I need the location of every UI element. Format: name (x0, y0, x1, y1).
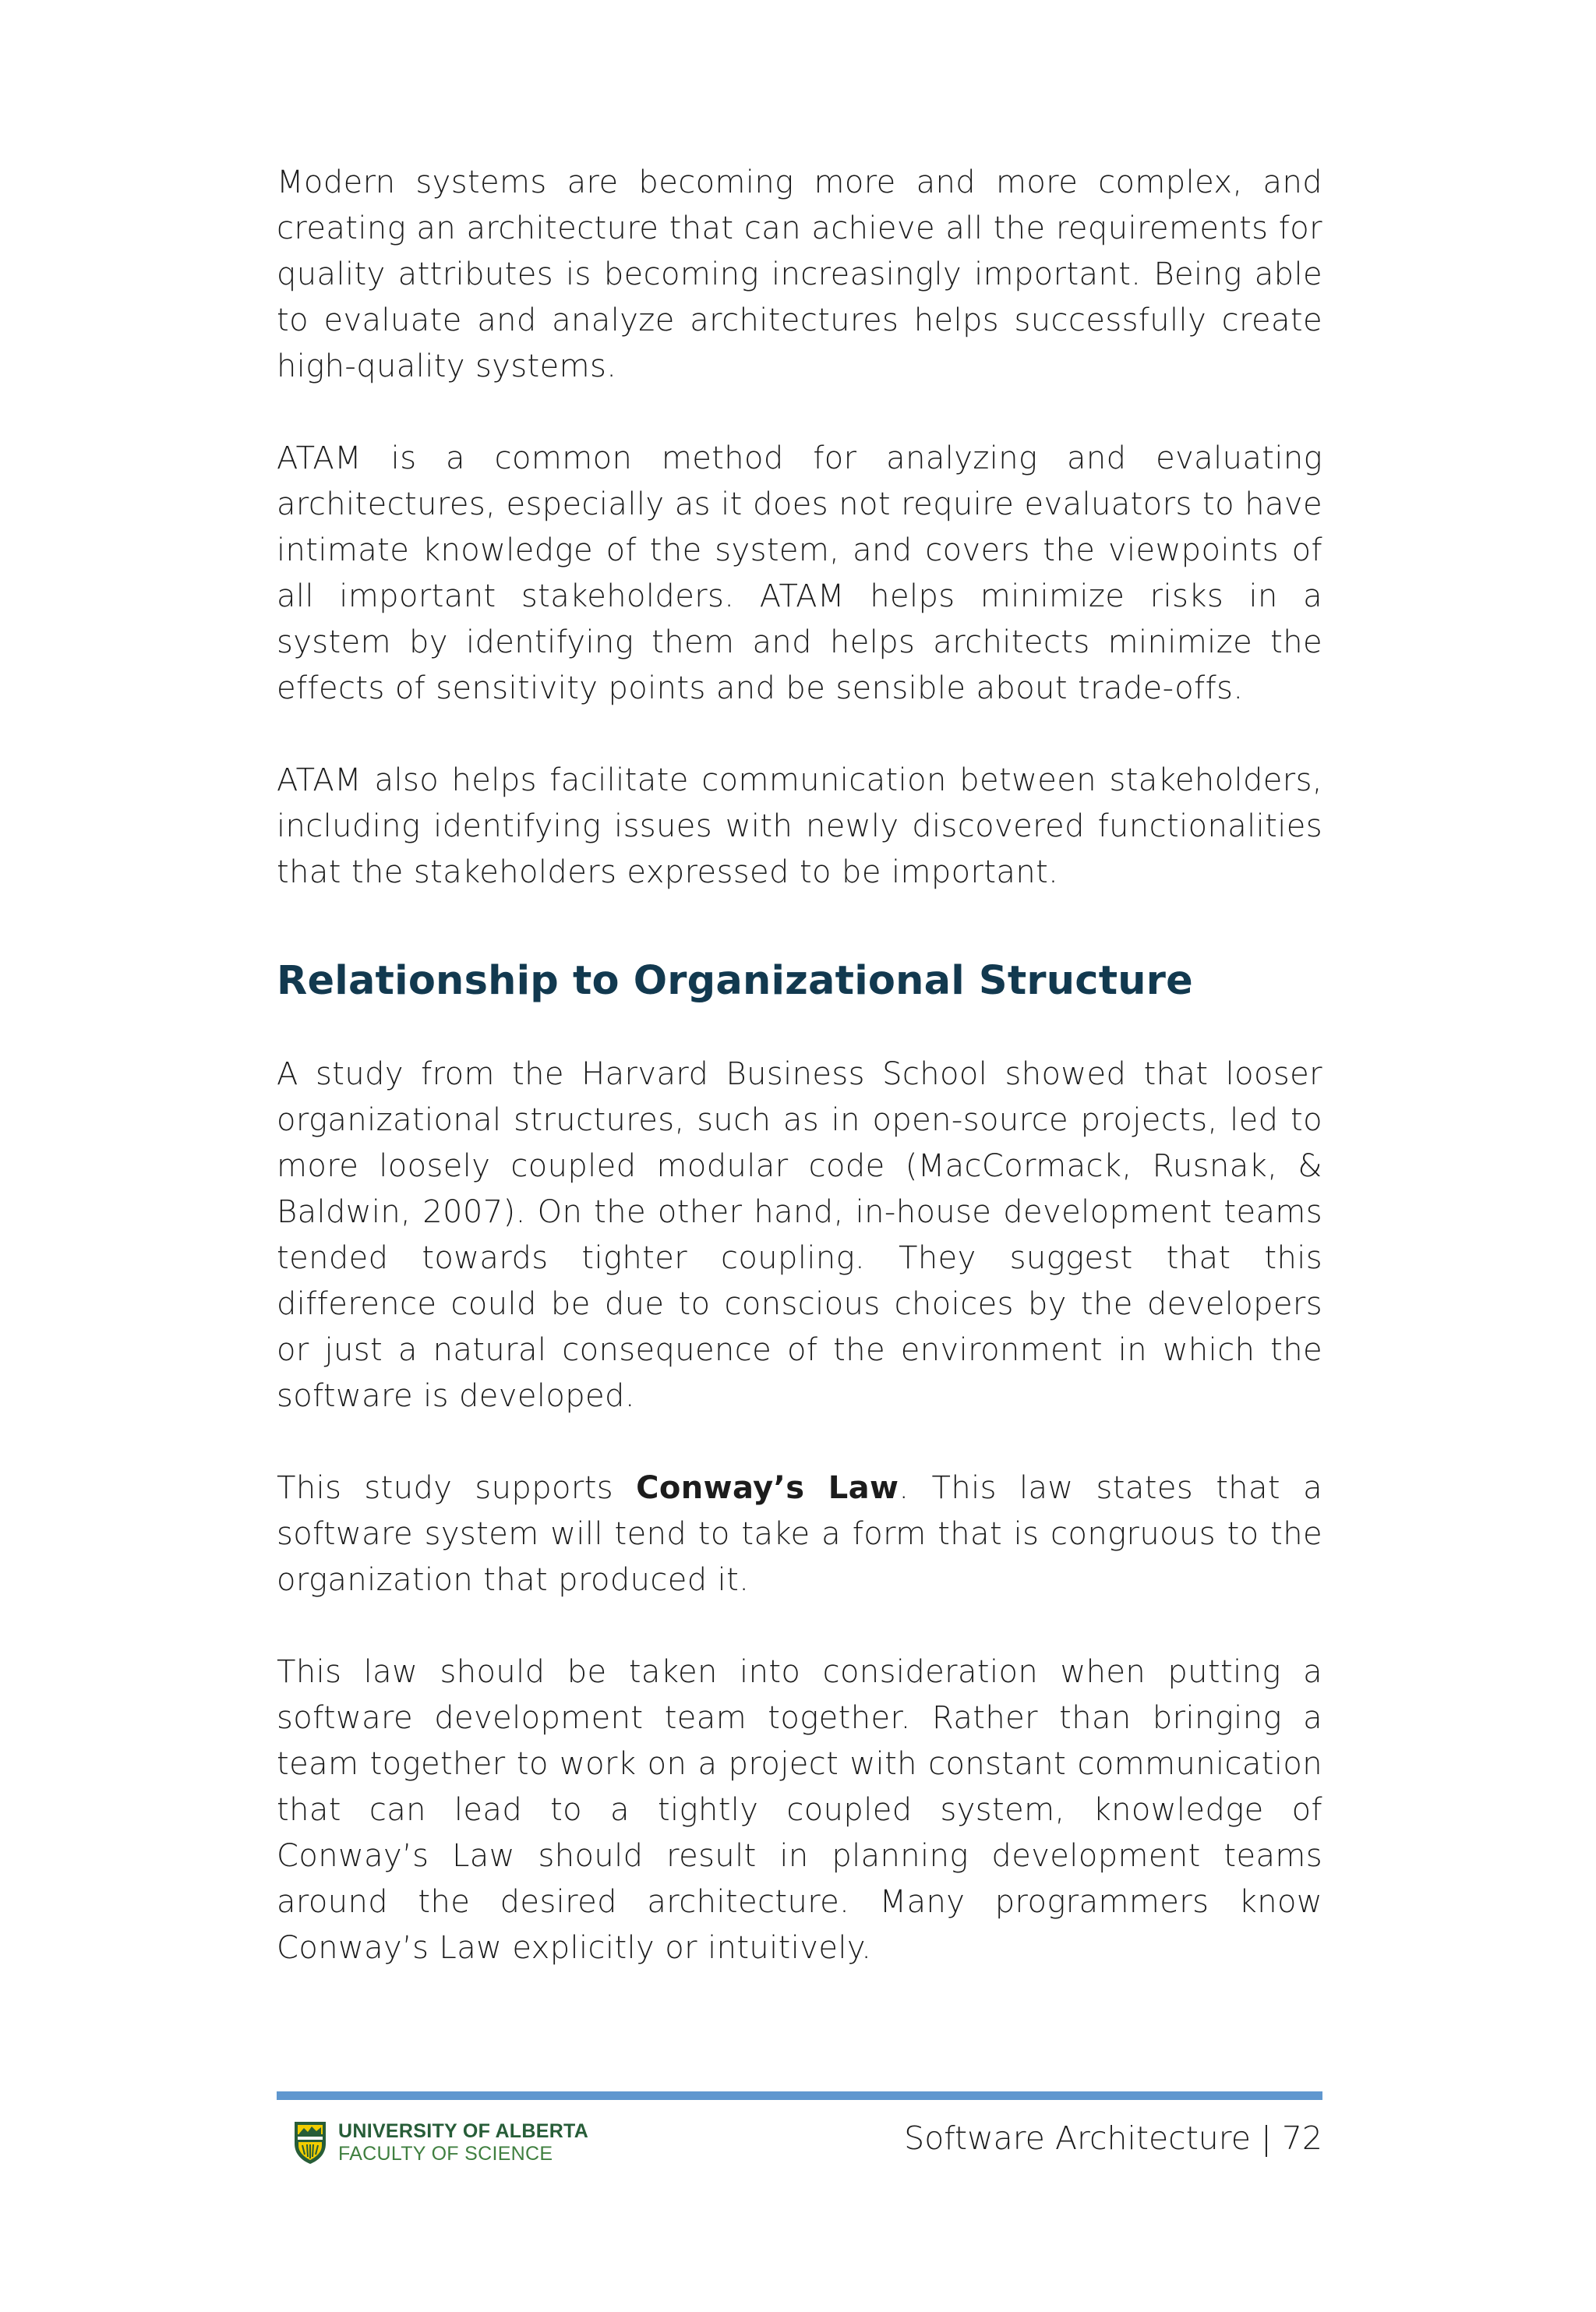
body-paragraph: Modern systems are becoming more and more complex, and creating an architecture that can achieve all the requirements for quality attributes is becoming increasingly important. Being able to evaluate and analyze architectures helps successfully create high-quality systems. (277, 164, 1322, 384)
crest-icon (293, 2120, 327, 2165)
section-heading: Relationship to Organizational Structure (277, 958, 1193, 1004)
body-paragraph: A study from the Harvard Business School showed that looser organizational structures, such as in open-source projects, led to more loosely coupled modular code (MacCormack, Rusnak, & Baldwin, 2007). On the other hand, in-house development teams tended towards tighter coupling. They suggest that this difference could be due to conscious choices by the developers or just a natural consequence of the environment in which the software is developed. (277, 1056, 1322, 1414)
body-paragraph: This law should be taken into consideration when putting a software development team together. Rather than bringing a team together to work on a project with constant communication that can lead to a tightly coupled system, knowledge of Conway’s Law should result in planning development teams around the desired architecture. Many programmers know Conway’s Law explicitly or intuitively. (277, 1654, 1322, 1966)
conway-law-term: Conway’s Law (636, 1470, 899, 1506)
body-paragraph: ATAM is a common method for analyzing and evaluating architectures, especially as it does not require evaluators to have intimate knowledge of the system, and covers the viewpoints of all important stakeholders. ATAM helps minimize risks in a system by identifying them and helps architects minimize the effects of sensitivity points and be sensible about trade-offs. (277, 440, 1322, 706)
conway-prefix: This study supports (277, 1470, 637, 1506)
footer-page-title: Software Architecture | 72 (904, 2119, 1322, 2157)
logo-faculty-name: FACULTY OF SCIENCE (338, 2143, 553, 2165)
conway-suffix: . This law states that a software system will tend to take a form that is congruous to the organization that produced it. (277, 1470, 1323, 1598)
page-content (277, 160, 1322, 1971)
logo-university-name: UNIVERSITY OF ALBERTA (338, 2120, 589, 2142)
body-paragraph: ATAM also helps facilitate communication between stakeholders, including identifying issues with newly discovered functionalities that the stakeholders expressed to be important. (277, 762, 1322, 890)
university-logo (293, 2120, 588, 2165)
logo-text (338, 2120, 588, 2165)
conway-paragraph (277, 1465, 1322, 1603)
footer-divider (277, 2091, 1322, 2100)
